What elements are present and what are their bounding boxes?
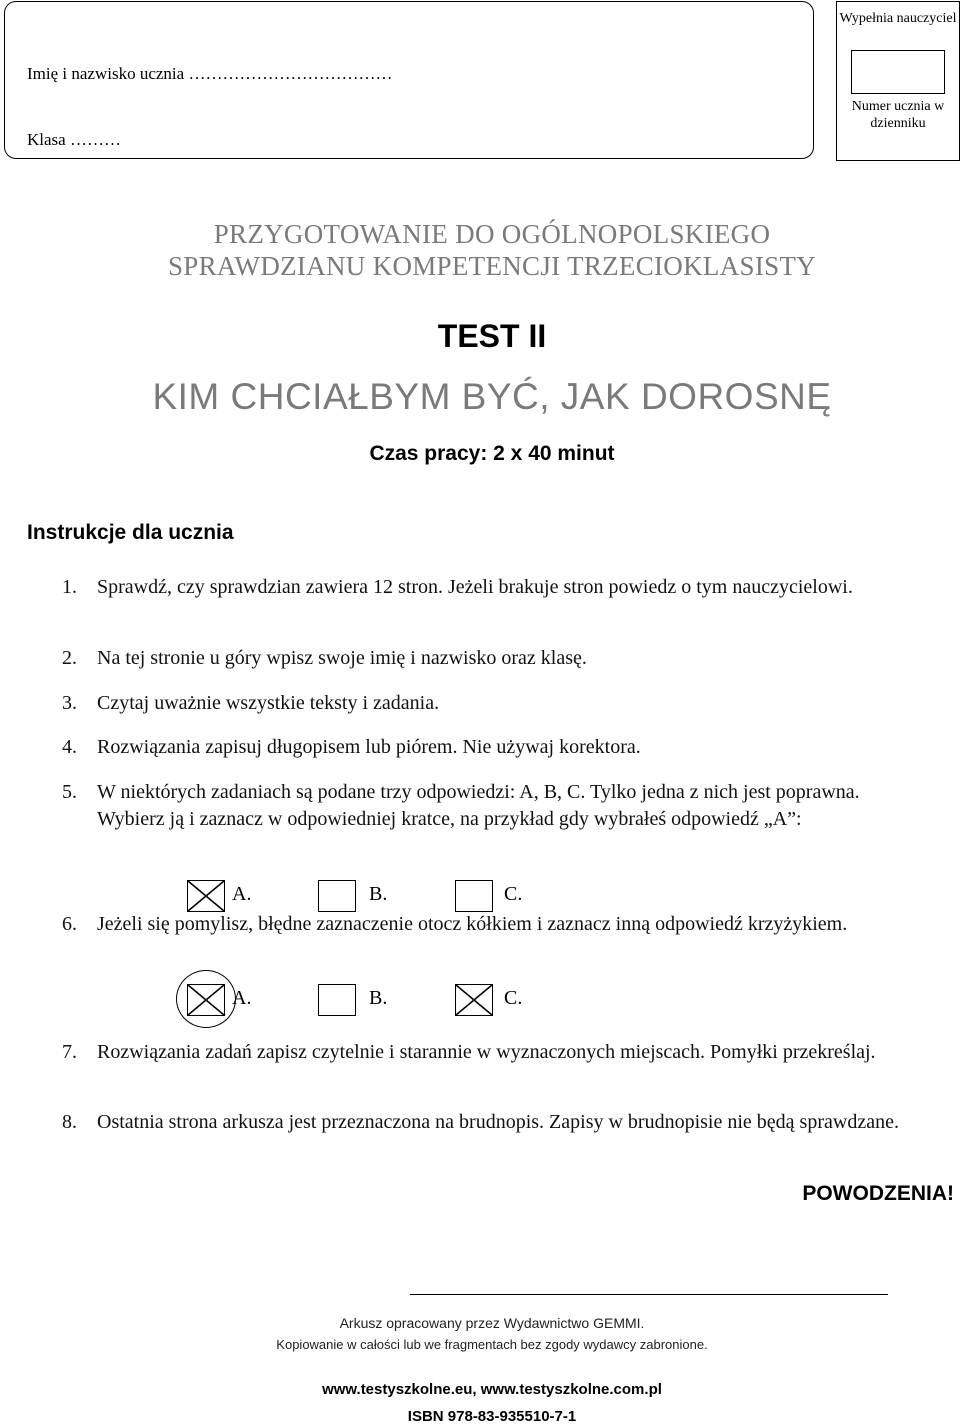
- student-info-box: [4, 1, 814, 159]
- student-number-field[interactable]: [851, 50, 945, 94]
- example-checkbox-a-cancelled: [187, 984, 225, 1016]
- cross-icon: [456, 985, 492, 1015]
- example-checkbox-c-marked: [455, 984, 493, 1016]
- good-luck-text: POWODZENIA!: [802, 1182, 954, 1205]
- example-checkbox-c: [455, 880, 493, 912]
- teacher-fill-label: Wypełnia nauczyciel: [839, 11, 957, 26]
- footer-divider: [410, 1294, 888, 1295]
- student-name-label: Imię i nazwisko ucznia ………………………………: [27, 64, 393, 83]
- example-checkbox-b: [318, 984, 356, 1016]
- time-limit: Czas pracy: 2 x 40 minut: [369, 442, 615, 465]
- option-c-label: C.: [504, 987, 523, 1009]
- theme-title: KIM CHCIAŁBYM BYĆ, JAK DOROSNĘ: [152, 376, 832, 417]
- student-number-label: Numer ucznia w dzienniku: [851, 99, 945, 131]
- example-checkbox-a-marked: [187, 880, 225, 912]
- option-a-label: A.: [232, 987, 252, 1009]
- option-b-label: B.: [369, 987, 388, 1009]
- footer-copyright: Kopiowanie w całości lub we fragmentach bez zgody wydawcy zabronione.: [276, 1337, 708, 1352]
- example-checkbox-b: [318, 880, 356, 912]
- test-title: TEST II: [437, 318, 547, 354]
- footer-publisher: Arkusz opracowany przez Wydawnictwo GEMMI.: [339, 1315, 645, 1331]
- instructions-heading: Instrukcje dla ucznia: [27, 521, 234, 544]
- footer-isbn: ISBN 978-83-935510-7-1: [407, 1408, 577, 1425]
- teacher-box: [836, 1, 960, 161]
- footer-websites[interactable]: www.testyszkolne.eu, www.testyszkolne.com.pl: [322, 1381, 662, 1398]
- cross-icon: [188, 985, 224, 1015]
- main-title: PRZYGOTOWANIE DO OGÓLNOPOLSKIEGO SPRAWDZIANU KOMPETENCJI TRZECIOKLASISTY: [167, 219, 817, 281]
- class-label: Klasa ………: [27, 130, 121, 149]
- cross-icon: [188, 881, 224, 911]
- option-b-label: B.: [369, 883, 388, 905]
- option-c-label: C.: [504, 883, 523, 905]
- option-a-label: A.: [232, 883, 252, 905]
